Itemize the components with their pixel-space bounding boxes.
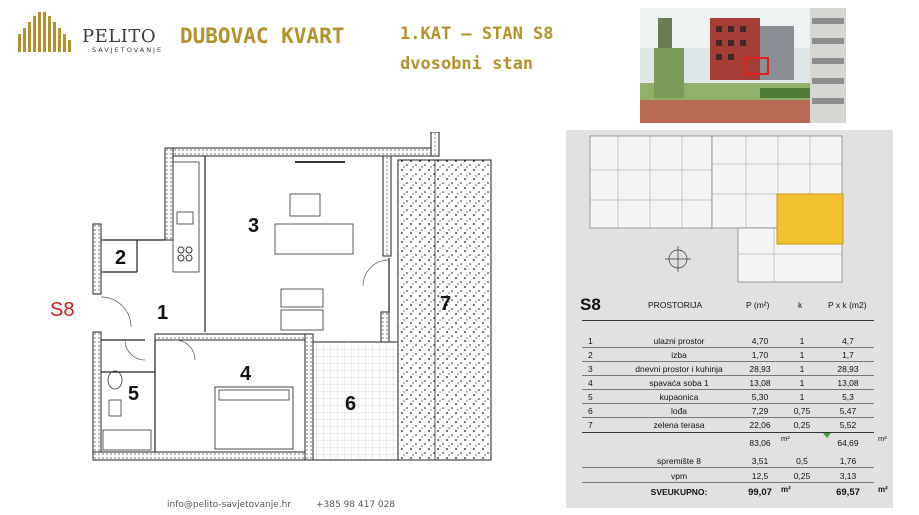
total-pk: 69,57 (836, 487, 860, 498)
extra-k: 0,5 (796, 456, 808, 466)
row-k: 1 (799, 350, 805, 360)
table-unit-label: S8 (580, 295, 601, 314)
row-number: 4 (588, 378, 593, 388)
building-render-image (640, 8, 846, 123)
row-k: 0,25 (793, 420, 811, 430)
subtotal-unit: m² (781, 434, 790, 443)
subtotal-pk: 64,69 (837, 438, 859, 448)
row-pk: 28,93 (837, 364, 859, 374)
row-name: lođa (670, 406, 688, 416)
logo (16, 12, 80, 52)
row-name: zelena terasa (653, 420, 705, 430)
total-unit: m² (781, 485, 791, 494)
footer-phone[interactable]: +385 98 417 028 (316, 500, 396, 510)
logo-buildings-icon (16, 12, 80, 52)
unit-type: dvosobni stan (400, 54, 534, 74)
row-k: 0,75 (793, 406, 811, 416)
header-k: k (798, 300, 803, 310)
floor-unit-title: 1.KAT – STAN S8 (400, 24, 554, 44)
header-area: P (m²) (746, 300, 770, 310)
page-title: DUBOVAC KVART (180, 24, 345, 48)
room-number-5: 5 (128, 383, 140, 405)
row-name: ulazni prostor (653, 336, 705, 346)
extra-name: spremište 8 (657, 456, 701, 466)
row-k: 1 (799, 378, 805, 388)
row-pk: 5,47 (839, 406, 857, 416)
room-number-3: 3 (248, 215, 260, 237)
floor-key-plan (588, 134, 850, 284)
total-label: SVEUKUPNO: (650, 487, 708, 497)
row-number: 5 (588, 392, 593, 402)
logo-subtitle: SAVJETOVANJE (92, 46, 164, 54)
row-pk: 5,3 (842, 392, 854, 402)
extra-pk: 3,13 (839, 471, 857, 481)
header-room: PROSTORIJA (648, 300, 703, 310)
extra-name: vpm (670, 471, 688, 481)
extra-k: 0,25 (793, 471, 811, 481)
footer-email[interactable]: info@pelito-savjetovanje.hr (167, 500, 292, 510)
room-number-4: 4 (240, 363, 252, 385)
row-k: 1 (799, 392, 805, 402)
row-pk: 4,7 (842, 336, 854, 346)
row-number: 3 (588, 364, 593, 374)
row-area: 7,29 (751, 406, 769, 416)
row-name: kupaonica (659, 392, 699, 402)
row-name: izba (671, 350, 687, 360)
row-area: 22,06 (749, 420, 771, 430)
room-number-1: 1 (157, 302, 169, 324)
extra-pk: 1,76 (839, 456, 857, 466)
room-number-7: 7 (440, 293, 452, 315)
row-k: 1 (799, 364, 805, 374)
room-number-2: 2 (115, 247, 127, 269)
row-area: 1,70 (751, 350, 769, 360)
row-pk: 5,52 (839, 420, 857, 430)
green-marker-icon (823, 433, 831, 438)
total-area: 99,07 (748, 487, 772, 498)
extra-area: 3,51 (751, 456, 769, 466)
unit-label: S8 (50, 299, 75, 321)
row-name: spavaća soba 1 (649, 378, 709, 388)
extra-area: 12,5 (751, 471, 769, 481)
subtotal-pk-unit: m² (878, 434, 887, 443)
row-area: 5,30 (751, 392, 769, 402)
row-area: 13,08 (749, 378, 771, 388)
logo-name: PELITO (82, 26, 157, 47)
row-number: 6 (588, 406, 593, 416)
row-area: 4,70 (751, 336, 769, 346)
room-number-6: 6 (345, 393, 357, 415)
row-pk: 1,7 (842, 350, 854, 360)
row-area: 28,93 (749, 364, 771, 374)
subtotal-area: 83,06 (749, 438, 771, 448)
header-pk: P x k (m2) (828, 300, 867, 310)
row-number: 2 (588, 350, 593, 360)
row-name: dnevni prostor i kuhinja (635, 364, 723, 374)
total-pk-unit: m² (878, 485, 888, 494)
row-pk: 13,08 (837, 378, 859, 388)
row-number: 7 (588, 420, 593, 430)
row-number: 1 (588, 336, 593, 346)
row-k: 1 (799, 336, 805, 346)
